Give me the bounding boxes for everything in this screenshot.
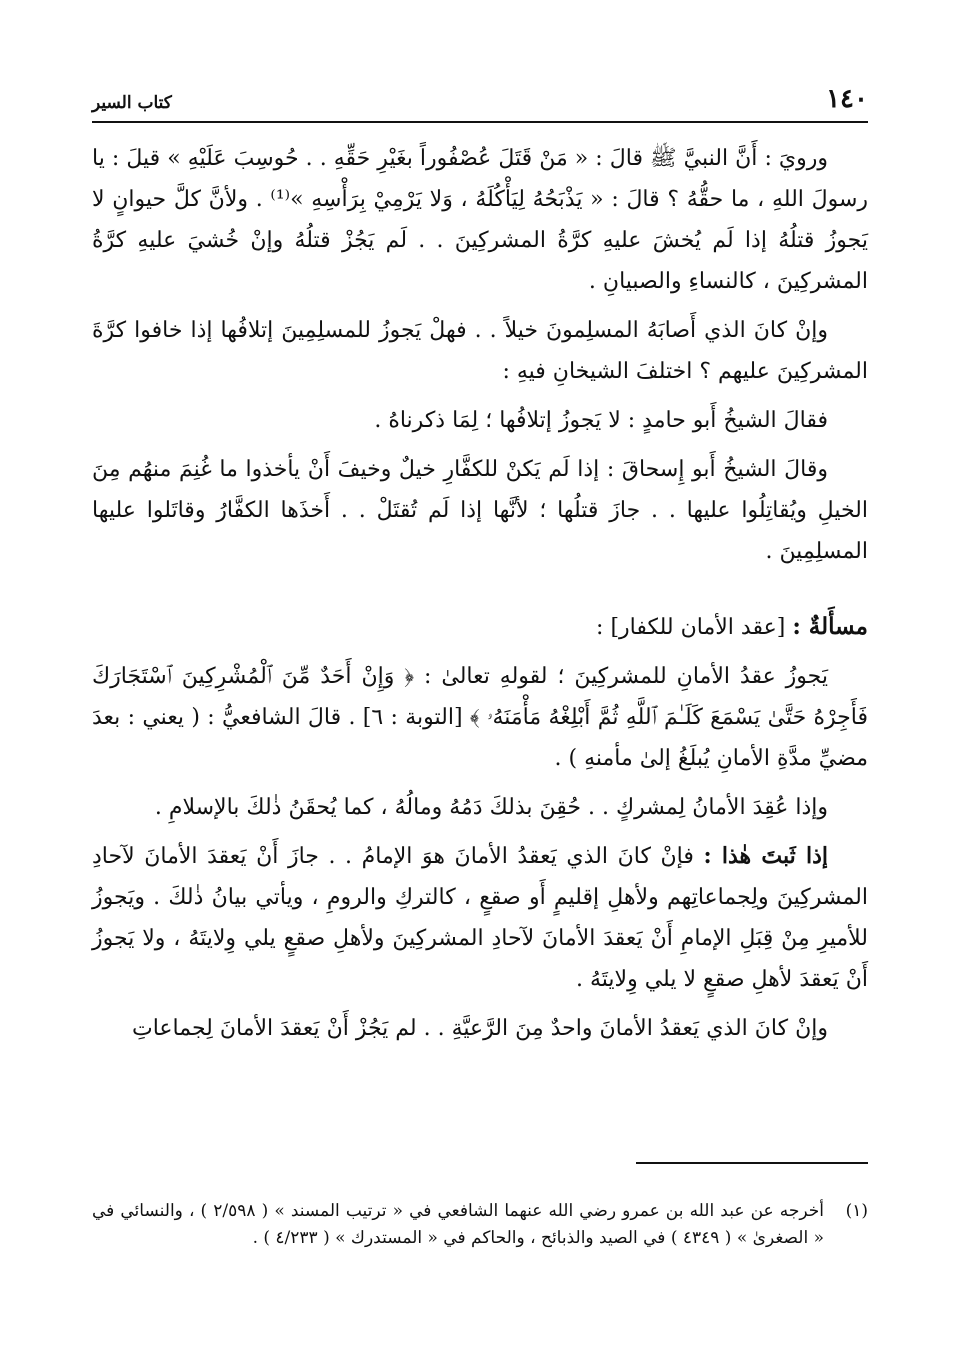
paragraph-subject-aman: وإنْ كانَ الذي يَعقدُ الأمانَ واحدٌ مِنَ الرَّعيَّةِ . . لم يَجُزْ أَنْ يَعقدَ الأمانَ لِجماعاتِ xyxy=(132,1016,828,1041)
page-header xyxy=(92,80,868,114)
masala-heading xyxy=(92,606,868,648)
paragraph-abu-ishaq: وقالَ الشيخُ أَبو إِسحاقَ : إذا لَم يَكنْ للكفَّارِ خيلٌ وخيفَ أَنْ يأخذوا ما غُنِمَ منهُم مِنَ الخيلِ ويُقاتِلُوا عليها . . جازَ قتلُها ؛ لأنَّها إذا لَم تُقتَلْ . . أَخذَها الكفَّارُ وقاتَلوا عليها المسلِمِينَ . xyxy=(92,457,868,564)
paragraph-aman-permissible: يَجوزُ عقدُ الأمانِ للمشركِينَ ؛ لقولهِ تعالىٰ : ﴿ وَإِنْ أَحَدٌ مِّنَ ٱلْمُشْرِكِينَ ٱسْتَجَارَكَ فَأَجِرْهُ حَتَّىٰ يَسْمَعَ كَلَـٰمَ ٱللَّهِ ثُمَّ أَبْلِغْهُ مَأْمَنَهُۥ ﴾ [التوبة : ٦] . قالَ الشافعيُّ : ( يعني : بعدَ مضيِّ مدَّةِ الأمانِ يُبلَغُ إلىٰ مأمنهِ ) . xyxy=(92,664,868,771)
thabata-text: فإنْ كانَ الذي يَعقدُ الأمانَ هوَ الإمامُ . . جازَ أَنْ يَعقدَ الأمانَ لآحادِ المشركِينَ ولِجماعاتِهم ولأهلِ إقليمٍ أَو صقعٍ ، كالتركِ والرومِ ، ويأتي بيانُ ذٰلكَ . ويَجوزُ للأميرِ مِنْ قِبَلِ الإمامِ أَنْ يَعقدَ الأمانَ لآحادِ المشركِينَ ولأهلِ صقعٍ يلي وِلايتَهُ ، ولا يَجوزُ أَنْ يَعقدَ لأهلِ صقعٍ لا يلي وِلايتَهُ . xyxy=(92,844,868,992)
running-title: كتاب السير xyxy=(92,93,172,113)
header-divider xyxy=(92,121,868,123)
paragraph-imam-aman xyxy=(92,836,868,1000)
thabata-lead: إذا ثَبتَ هٰذا : xyxy=(703,843,829,869)
footnotes xyxy=(92,1198,868,1252)
paragraph-sparrow-hadith: ورويَ : أَنَّ النبيَّ ﷺ قالَ : « مَنْ قَتَلَ عُصْفُوراً بغَيْرِ حَقِّهِ . . حُوسِبَ عَلَيْهِ » قيلَ : يا رسولَ اللهِ ، ما حقُّهُ ؟ قالَ : « يَذْبَحُهُ لِيَأْكُلَهُ ، وَلا يَرْمِيْ بِرَأْسِهِ »⁽¹⁾ . ولأنَّ كلَّ حيوانٍ لا يَجوزُ قتلُهُ إذا لَم يُخشَ عليهِ كرَّةُ المشركِينَ . . لَم يَجُزْ قتلُهُ وإنْ خُشيَ عليهِ كرَّةُ المشركِينَ ، كالنساءِ والصبيانِ . xyxy=(92,146,868,294)
masala-title: [عقد الأمان للكفار] : xyxy=(596,615,786,640)
footnote-text: أخرجه عن عبد الله بن عمرو رضي الله عنهما الشافعي في « ترتيب المسند » ( ٢/٥٩٨ ) ، والنسائي في « الصغرىٰ » ( ٤٣٤٩ ) في الصيد والذبائح ، والحاكم في « المستدرك » ( ٤/٢٣٣ ) . xyxy=(92,1201,824,1248)
masala-label: مسأَلةٌ : xyxy=(792,613,868,640)
footnote-item xyxy=(92,1198,868,1252)
paragraph-aman-effect: وإذا عُقِدَ الأمانُ لِمشركٍ . . حُقِنَ بذلكَ دَمُهُ ومالُهُ ، كما يُحقَنُ ذٰلكَ بالإسلامِ . xyxy=(154,795,828,820)
paragraph-abu-hamid: فقالَ الشيخُ أَبو حامدٍ : لا يَجوزُ إتلافُها ؛ لِمَا ذكرناهُ . xyxy=(374,408,828,433)
footnote-number: (١) xyxy=(845,1201,868,1221)
footnote-divider xyxy=(636,1162,868,1164)
page-number: ١٤٠ xyxy=(826,84,868,114)
paragraph-horses-question: وإنْ كانَ الذي أَصابَهُ المسلِمونَ خيلاً . . فهلْ يَجوزُ للمسلِمِينَ إتلافُها إذا خافوا كرَّةَ المشركِينَ عليهم ؟ اختلفَ الشيخانِ فيهِ : xyxy=(92,318,868,384)
main-text xyxy=(92,138,868,1049)
